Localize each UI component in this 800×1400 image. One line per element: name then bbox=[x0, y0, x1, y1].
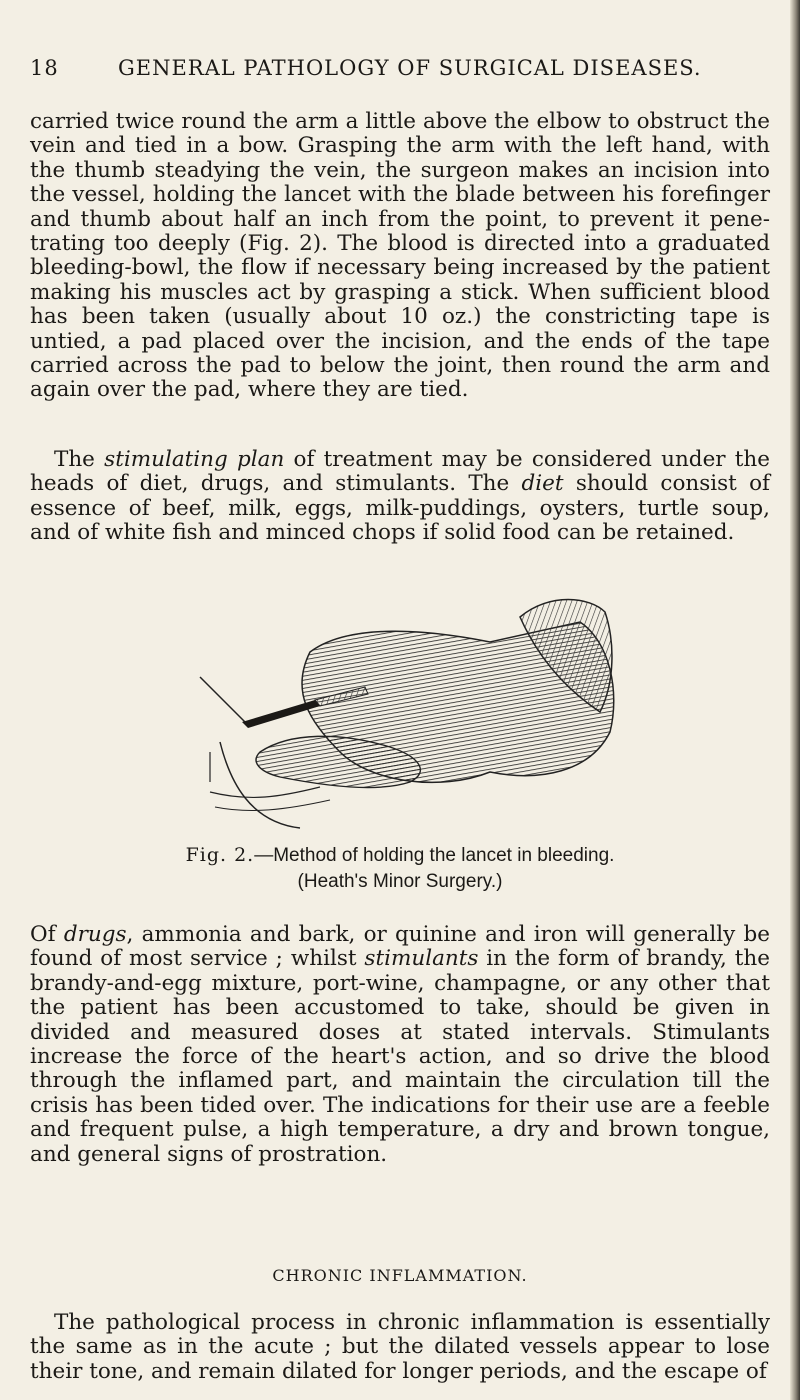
p3-italic-drugs: drugs bbox=[63, 922, 127, 947]
paragraph-drugs-stimulants bbox=[30, 923, 770, 1167]
p2-text-b: of treatment may be considered under the heads of diet, drugs, and stimulants. The bbox=[30, 447, 771, 497]
p2-text-a: The bbox=[54, 447, 105, 472]
caption-line-1 bbox=[120, 842, 680, 869]
running-title: GENERAL PATHOLOGY OF SURGICAL DISEASES. bbox=[118, 56, 702, 80]
figure-caption bbox=[120, 842, 680, 895]
paragraph-bleeding-procedure: carried twice round the arm a little above the elbow to obstruct the vein and tied in a bow. Grasping the arm with the left hand, with the thumb steadying the vein, the surgeon makes an incision into the vessel, holding the lancet with the blade between his forefinger and thumb about half an inch from the point, to prevent it pene- trating too deeply (Fig. 2). The blood is directed into a graduated bleeding-bowl, the flow if necessary being increased by the patient making his muscles act by grasping a stick. When sufficient blood has been taken (usually about 10 oz.) the constricting tape is untied, a pad placed over the incision, and the ends of the tape carried across the pad to below the joint, then round the arm and again over the pad, where they are tied. bbox=[30, 109, 770, 403]
caption-text: —Method of holding the lancet in bleeding. bbox=[254, 845, 615, 866]
page-number: 18 bbox=[30, 56, 59, 80]
figure-label: Fig. 2. bbox=[185, 844, 255, 866]
arm-line bbox=[200, 677, 250, 727]
paragraph-stimulating-plan bbox=[30, 448, 770, 546]
p3-text-b: , ammonia and bark, or quinine and iron will generally be found of most service ; whilst bbox=[30, 922, 770, 972]
p2-italic-diet: diet bbox=[521, 471, 564, 497]
p2-italic-stimulating-plan: stimulating plan bbox=[104, 447, 285, 472]
p4-text: The pathological process in chronic inflammation is essentially the same as in the acute ; but the dilated vessels appear to lose their tone, and remain dilated for longer periods, and the escape of bbox=[30, 1310, 770, 1384]
paragraph-chronic-inflammation bbox=[30, 1311, 770, 1384]
lancet-blade bbox=[242, 700, 320, 728]
caption-line-2: (Heath's Minor Surgery.) bbox=[297, 871, 503, 892]
hand-holding-lancet-drawing bbox=[190, 582, 620, 834]
p3-text-c: in the form of brandy, the brandy-and-egg mixture, port-wine, champagne, or any other that the patient has been accustomed to take, should be given in divided and measured doses at stated intervals. Stimulants increase the force of the heart's action, and so drive the blood through the inflamed part, and maintain the circulation till the crisis has been tided over. The indications for their use are a feeble and frequent pulse, a high temperature, a dry and brown tongue, and general signs of prostration. bbox=[30, 946, 771, 1167]
figure-lancet-illustration bbox=[190, 582, 620, 834]
p3-text-a: Of bbox=[30, 922, 64, 947]
section-heading: CHRONIC INFLAMMATION. bbox=[272, 1266, 528, 1285]
p2-text-c: should consist of essence of beef, milk, eggs, milk-puddings, oysters, turtle soup, and of white fish and minced chops if solid food can be retained. bbox=[30, 471, 770, 546]
page-edge bbox=[790, 0, 800, 1400]
p3-italic-stimulants: stimulants bbox=[364, 946, 479, 972]
running-header bbox=[30, 56, 768, 86]
